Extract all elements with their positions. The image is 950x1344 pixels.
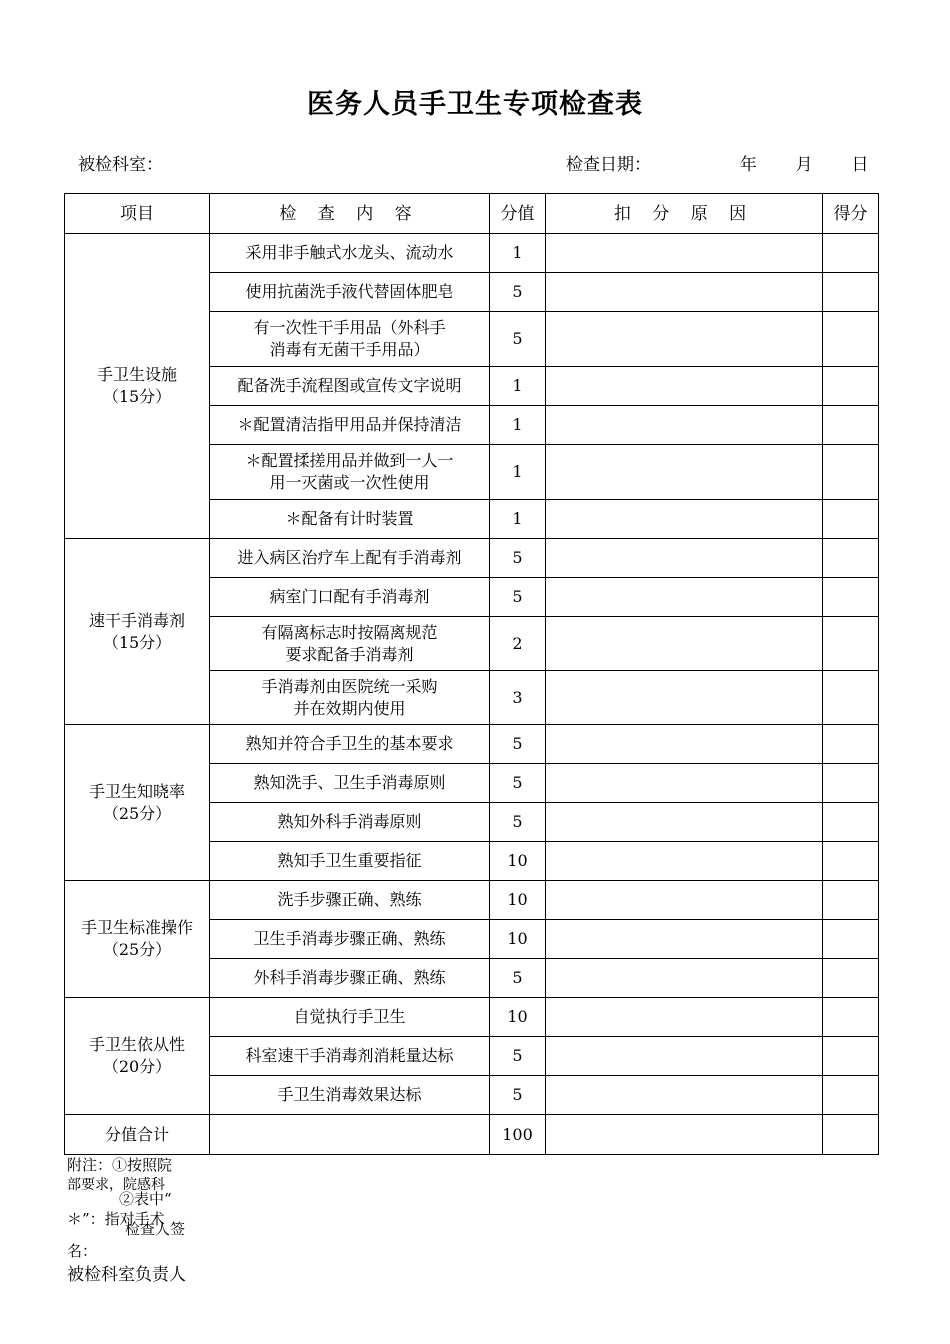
got-cell[interactable] bbox=[823, 406, 879, 445]
year-label: 年 bbox=[739, 155, 757, 175]
got-cell[interactable] bbox=[823, 725, 879, 764]
deduct-cell[interactable] bbox=[546, 671, 823, 725]
score-cell: 5 bbox=[490, 1076, 546, 1115]
section-points: （20分） bbox=[102, 1057, 172, 1076]
total-got-cell[interactable] bbox=[823, 1115, 879, 1155]
got-cell[interactable] bbox=[823, 617, 879, 671]
content-cell: 手卫生消毒效果达标 bbox=[210, 1076, 490, 1115]
got-cell[interactable] bbox=[823, 367, 879, 406]
got-cell[interactable] bbox=[823, 234, 879, 273]
col-header-deduct: 扣 分 原 因 bbox=[546, 194, 823, 234]
got-cell[interactable] bbox=[823, 803, 879, 842]
total-content-cell[interactable] bbox=[210, 1115, 490, 1155]
inspector-sign-label: 检查人签 bbox=[125, 1220, 186, 1238]
section-cell bbox=[65, 234, 210, 539]
deduct-cell[interactable] bbox=[546, 367, 823, 406]
got-cell[interactable] bbox=[823, 1037, 879, 1076]
deduct-cell[interactable] bbox=[546, 959, 823, 998]
section-points: （25分） bbox=[102, 940, 172, 959]
content-cell: 配备洗手流程图或宣传文字说明 bbox=[210, 367, 490, 406]
deduct-cell[interactable] bbox=[546, 445, 823, 500]
score-cell: 10 bbox=[490, 881, 546, 920]
section-name: 速干手消毒剂 bbox=[88, 610, 185, 630]
deduct-cell[interactable] bbox=[546, 312, 823, 367]
score-cell: 5 bbox=[490, 959, 546, 998]
content-cell: 采用非手触式水龙头、流动水 bbox=[210, 234, 490, 273]
score-cell: 5 bbox=[490, 725, 546, 764]
got-cell[interactable] bbox=[823, 959, 879, 998]
col-header-content: 检 查 内 容 bbox=[210, 194, 490, 234]
score-cell: 1 bbox=[490, 500, 546, 539]
note-1a: 附注：①按照院 bbox=[67, 1156, 173, 1174]
deduct-cell[interactable] bbox=[546, 273, 823, 312]
total-row bbox=[65, 1115, 879, 1155]
score-cell: 3 bbox=[490, 671, 546, 725]
content-cell: 使用抗菌洗手液代替固体肥皂 bbox=[210, 273, 490, 312]
content-cell: 自觉执行手卫生 bbox=[210, 998, 490, 1037]
content-cell: 科室速干手消毒剂消耗量达标 bbox=[210, 1037, 490, 1076]
month-label: 月 bbox=[795, 155, 813, 175]
deduct-cell[interactable] bbox=[546, 881, 823, 920]
content-cell: 洗手步骤正确、熟练 bbox=[210, 881, 490, 920]
deduct-cell[interactable] bbox=[546, 500, 823, 539]
deduct-cell[interactable] bbox=[546, 406, 823, 445]
section-points: （15分） bbox=[102, 632, 172, 652]
score-cell: 5 bbox=[490, 764, 546, 803]
score-cell: 2 bbox=[490, 617, 546, 671]
deduct-cell[interactable] bbox=[546, 764, 823, 803]
content-cell: 熟知洗手、卫生手消毒原则 bbox=[210, 764, 490, 803]
section-cell bbox=[65, 725, 210, 881]
section-name: 手卫生设施 bbox=[96, 365, 177, 384]
score-cell: 5 bbox=[490, 539, 546, 578]
got-cell[interactable] bbox=[823, 578, 879, 617]
dept-head-sign-label: 被检科室负责人 bbox=[67, 1265, 186, 1285]
deduct-cell[interactable] bbox=[546, 842, 823, 881]
content-cell: 有隔离标志时按隔离规范 要求配备手消毒剂 bbox=[210, 617, 490, 671]
day-label: 日 bbox=[851, 155, 869, 175]
date-label: 检查日期： bbox=[566, 155, 651, 175]
content-cell: 有一次性干手用品（外科手 消毒有无菌干手用品） bbox=[210, 312, 490, 367]
content-cell: ＊配置清洁指甲用品并保持清洁 bbox=[210, 406, 490, 445]
got-cell[interactable] bbox=[823, 312, 879, 367]
content-cell: 熟知手卫生重要指征 bbox=[210, 842, 490, 881]
deduct-cell[interactable] bbox=[546, 998, 823, 1037]
table-row bbox=[65, 998, 879, 1037]
score-cell: 5 bbox=[490, 578, 546, 617]
total-deduct-cell[interactable] bbox=[546, 1115, 823, 1155]
col-header-got: 得分 bbox=[823, 194, 879, 234]
score-cell: 5 bbox=[490, 1037, 546, 1076]
got-cell[interactable] bbox=[823, 764, 879, 803]
total-score: 100 bbox=[490, 1115, 546, 1155]
note-2a: ②表中“ bbox=[119, 1190, 172, 1208]
got-cell[interactable] bbox=[823, 1076, 879, 1115]
score-cell: 10 bbox=[490, 920, 546, 959]
dept-label: 被检科室： bbox=[78, 155, 163, 175]
table-row bbox=[65, 725, 879, 764]
got-cell[interactable] bbox=[823, 445, 879, 500]
got-cell[interactable] bbox=[823, 500, 879, 539]
note-2b: ＊”：指对手术 bbox=[67, 1210, 165, 1228]
got-cell[interactable] bbox=[823, 998, 879, 1037]
content-cell: 进入病区治疗车上配有手消毒剂 bbox=[210, 539, 490, 578]
score-cell: 10 bbox=[490, 842, 546, 881]
got-cell[interactable] bbox=[823, 920, 879, 959]
content-cell: ＊配备有计时装置 bbox=[210, 500, 490, 539]
table-row bbox=[65, 881, 879, 920]
got-cell[interactable] bbox=[823, 273, 879, 312]
content-cell: 熟知外科手消毒原则 bbox=[210, 803, 490, 842]
got-cell[interactable] bbox=[823, 881, 879, 920]
content-cell: 病室门口配有手消毒剂 bbox=[210, 578, 490, 617]
table-row bbox=[65, 234, 879, 273]
page-title: 医务人员手卫生专项检查表 bbox=[307, 89, 643, 120]
deduct-cell[interactable] bbox=[546, 578, 823, 617]
section-points: （15分） bbox=[102, 387, 172, 406]
section-name: 手卫生知晓率 bbox=[88, 781, 185, 801]
total-label: 分值合计 bbox=[65, 1115, 210, 1155]
score-cell: 1 bbox=[490, 445, 546, 500]
score-cell: 10 bbox=[490, 998, 546, 1037]
table-row bbox=[65, 539, 879, 578]
deduct-cell[interactable] bbox=[546, 234, 823, 273]
got-cell[interactable] bbox=[823, 842, 879, 881]
inspection-table bbox=[64, 193, 879, 1155]
got-cell[interactable] bbox=[823, 539, 879, 578]
deduct-cell[interactable] bbox=[546, 803, 823, 842]
col-header-item: 项目 bbox=[65, 194, 210, 234]
content-cell: ＊配置揉搓用品并做到一人一 用一灭菌或一次性使用 bbox=[210, 445, 490, 500]
section-points: （25分） bbox=[102, 803, 172, 823]
deduct-cell[interactable] bbox=[546, 725, 823, 764]
content-cell: 卫生手消毒步骤正确、熟练 bbox=[210, 920, 490, 959]
deduct-cell[interactable] bbox=[546, 539, 823, 578]
section-name: 手卫生依从性 bbox=[88, 1035, 185, 1054]
date-field bbox=[566, 150, 868, 175]
score-cell: 1 bbox=[490, 234, 546, 273]
col-header-score: 分值 bbox=[490, 194, 546, 234]
inspector-sign-label-cont: 名： bbox=[67, 1242, 98, 1260]
got-cell[interactable] bbox=[823, 671, 879, 725]
score-cell: 1 bbox=[490, 406, 546, 445]
score-cell: 5 bbox=[490, 312, 546, 367]
score-cell: 5 bbox=[490, 273, 546, 312]
deduct-cell[interactable] bbox=[546, 920, 823, 959]
section-cell bbox=[65, 539, 210, 725]
section-name: 手卫生标准操作 bbox=[80, 918, 193, 937]
section-cell bbox=[65, 998, 210, 1115]
score-cell: 1 bbox=[490, 367, 546, 406]
content-cell: 外科手消毒步骤正确、熟练 bbox=[210, 959, 490, 998]
table-header-row bbox=[65, 194, 879, 234]
content-cell: 手消毒剂由医院统一采购 并在效期内使用 bbox=[210, 671, 490, 725]
deduct-cell[interactable] bbox=[546, 617, 823, 671]
deduct-cell[interactable] bbox=[546, 1076, 823, 1115]
deduct-cell[interactable] bbox=[546, 1037, 823, 1076]
score-cell: 5 bbox=[490, 803, 546, 842]
content-cell: 熟知并符合手卫生的基本要求 bbox=[210, 725, 490, 764]
section-cell bbox=[65, 881, 210, 998]
note-1b: 部要求，院感科 bbox=[67, 1177, 165, 1193]
